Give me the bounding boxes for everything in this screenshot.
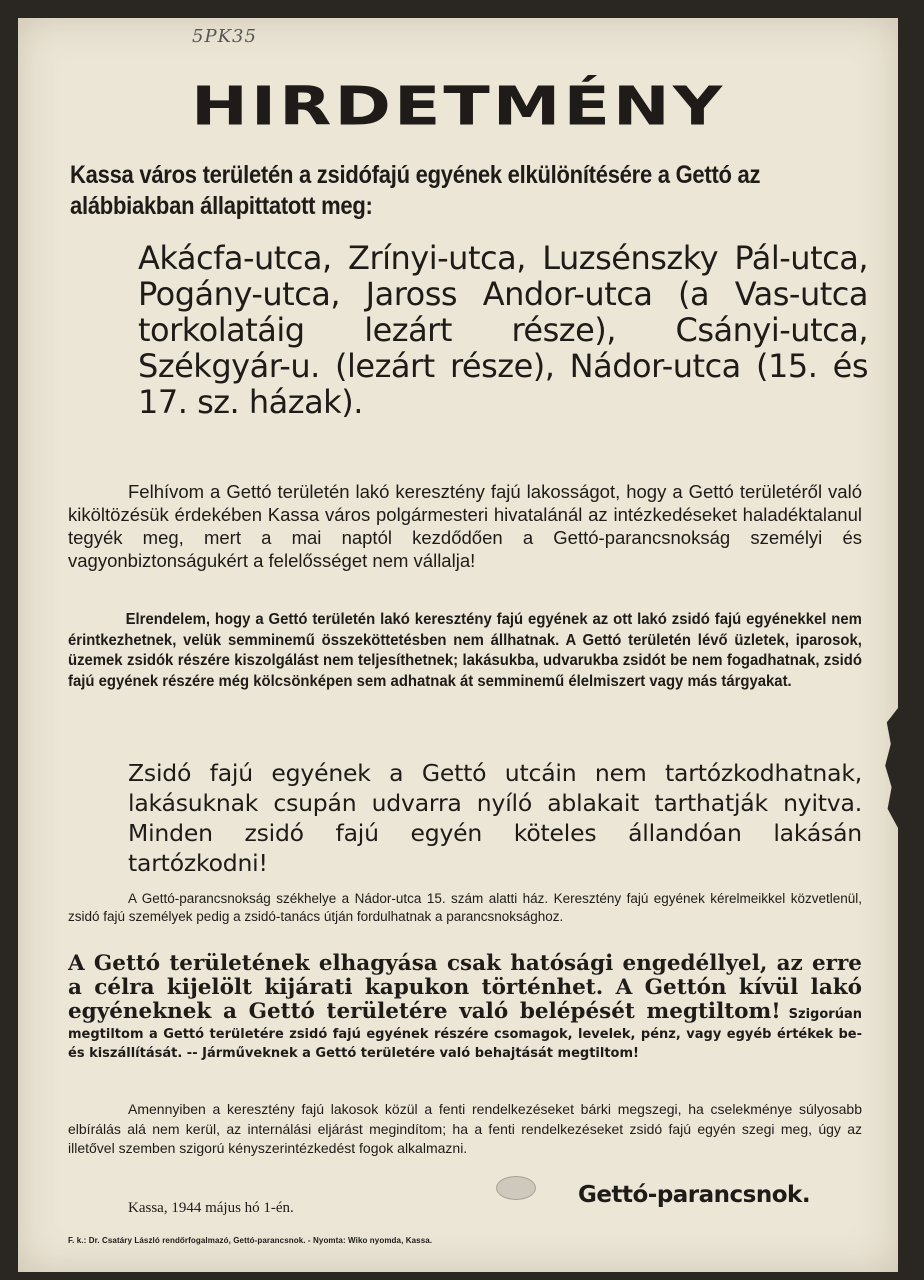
poster-sheet [18,18,898,1272]
street-list: Akácfa-utca, Zrínyi-utca, Luzsénszky Pál-utca, Pogány-utca, Jaross Andor-utca (a Vas-utca torkolatáig lezárt része), Csányi-utca, Székgyár-u. (lezárt része), Nádor-utca (15. és 17. sz. házak). [138,239,868,421]
paragraph-4: A Gettó-parancsnokság székhelye a Nádor-utca 15. szám alatti ház. Keresztény fajú egyének kérelmeikkel közvetlenül, zsidó fajú személyek pedig a zsidó-tanács útján fordulhatnak a parancsnoksághoz. [68,891,862,924]
printer-footer: F. k.: Dr. Csatáry László rendőrfogalmazó, Gettó-parancsnok. - Nyomta: Wiko nyomda, Kassa. [68,1236,433,1245]
paragraph-2: Elrendelem, hogy a Gettó területén lakó keresztény fajú egyének az ott lakó zsidó fajú egyénekkel nem érintkezhetnek, velük semminemű összeköttetésben nem állhatnak. A Gettó területén lévő üzletek, iparosok, üzemek zsidók részére kiszolgálást nem teljesíthetnek; lakásukba, udvarukba zsidót be nem fogadhatnak, zsidó fajú egyének részére még kölcsönképen sem adhatnak át semminemű élelmiszert vagy más tárgyakat. [68,611,862,690]
issue-date: Kassa, 1944 május hó 1-én. [128,1200,294,1216]
poster-title: HIRDETMÉNY [190,76,726,138]
paragraph-1: Felhívom a Gettó területén lakó keresztény fajú lakosságot, hogy a Gettó területéről való kiköltözésük érdekében Kassa város polgármesteri hivatalánál az intézkedéseket haladéktalanul tegyék meg, mert a mai naptól kezdődően a Gettó-parancsnokság személyi és vagyonbiztonságukért a felelősséget nem vállalja! [68,481,862,571]
paragraph-5-bold: A Gettó területének elhagyása csak hatósági engedéllyel, az erre a célra kijelölt kijárati kapukon történhet. A Gettón kívül lakó egyéneknek a Gettó területére való belépését megtiltom! [68,951,862,1024]
ink-stamp [496,1176,536,1200]
paragraph-5-rest: Szigorúan megtiltom a Gettó területére zsidó fajú egyének részére csomagok, levelek, pénz, vagy egyéb értékek be- és kiszállítását. -- Járműveknek a Gettó területére való behajtását megtiltom! [68,1007,862,1061]
paragraph-6: Amennyiben a keresztény fajú lakosok közül a fenti rendelkezéseket bárki megszegi, ha cselekménye súlyosabb elbírálás alá nem kerül, az internálási eljárást megindítom; ha a fenti rendelkezéseket zsidó fajú egyén szegi meg, úgy az illetővel szemben szigorú kényszerintézkedést fogok alkalmazni. [68,1101,862,1156]
signature: Gettó-parancsnok. [578,1182,811,1208]
paragraph-5 [68,952,862,1064]
paragraph-3: Zsidó fajú egyének a Gettó utcáin nem tartózkodhatnak, lakásuknak csupán udvarra nyíló ablakait tarthatják nyitva. Minden zsidó fajú egyén köteles állandóan lakásán tartózkodni! [128,759,862,877]
intro-text: Kassa város területén a zsidófajú egyének elkülönítésére a Gettó az alábbiakban állapittatott meg: [70,161,761,220]
handwritten-note: 5PK35 [192,26,257,47]
